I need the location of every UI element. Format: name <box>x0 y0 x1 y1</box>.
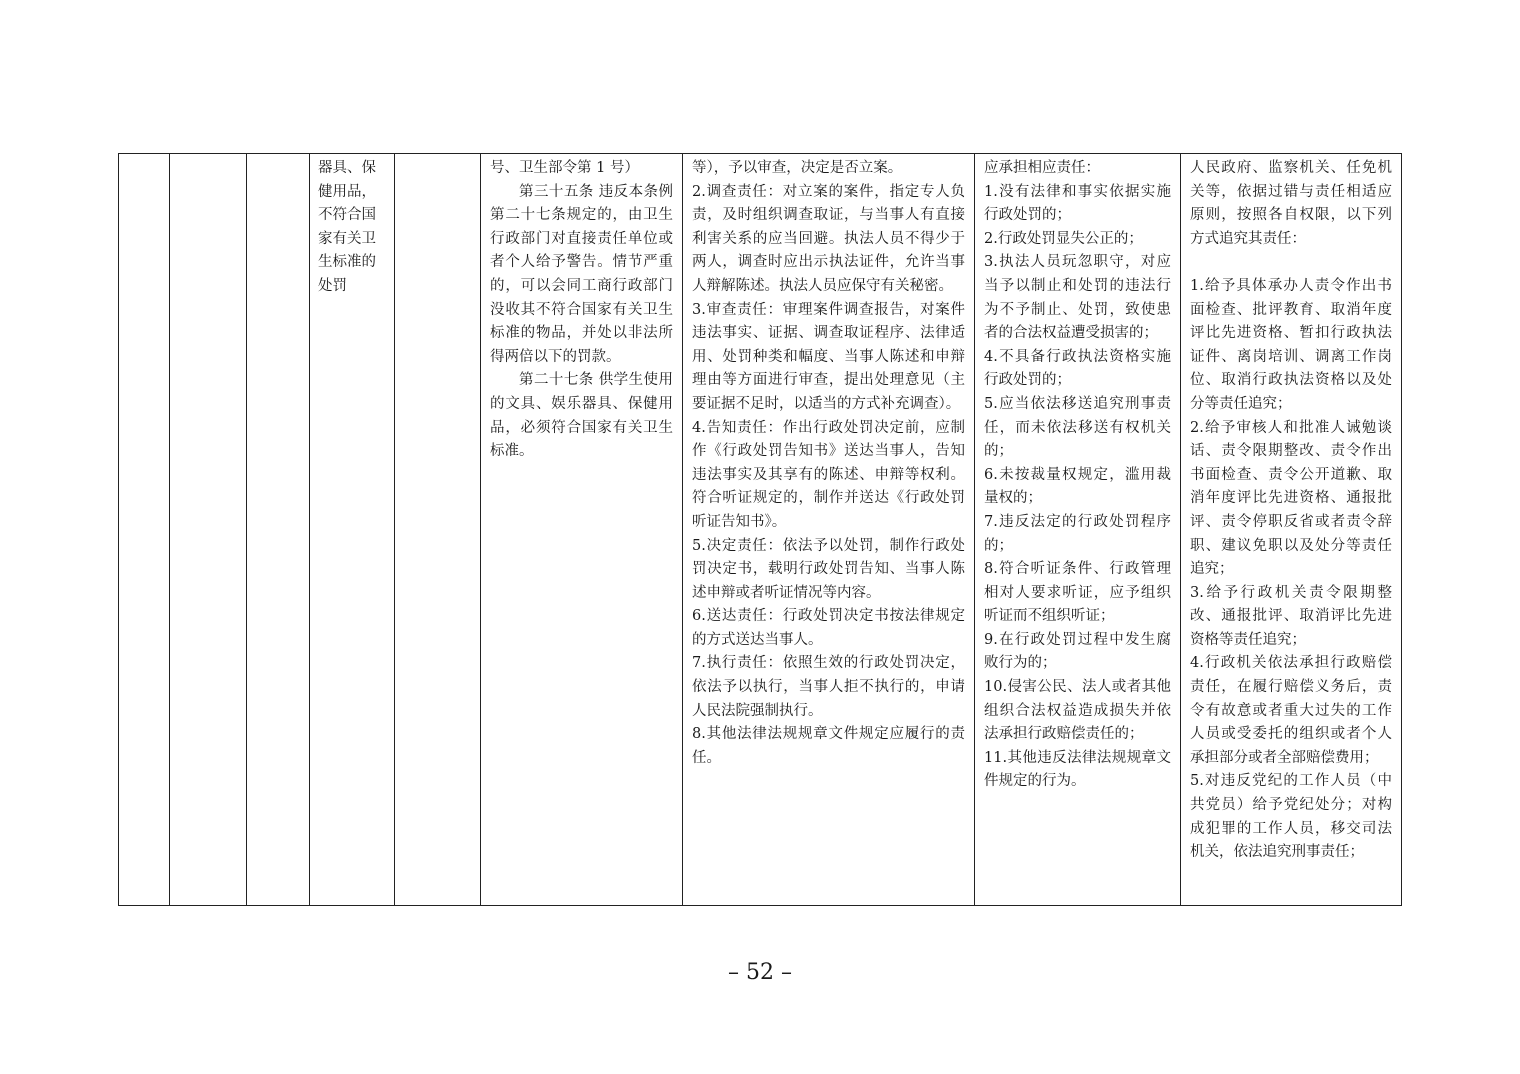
duty-item: 等），予以审查，决定是否立案。 <box>692 160 903 176</box>
cell-col3-empty <box>247 154 310 906</box>
liability-item: 4.不具备行政执法资格实施行政处罚的； <box>984 348 1171 389</box>
duty-item: 3.审查责任：审理案件调查报告，对案件违法事实、证据、调查取证程序、法律适用、处罚种类和幅度、当事人陈述和申辩理由等方面进行审查，提出处理意见（主要证据不足时，以适当的方式补充调查）。 <box>692 301 965 412</box>
accountability-item: 3.给予行政机关责令限期整改、通报批评、取消评比先进资格等责任追究； <box>1190 584 1392 648</box>
penalty-item-line: 不符合国 <box>318 207 376 224</box>
liability-item: 10.侵害公民、法人或者其他组织合法权益造成损失并依法承担行政赔偿责任的； <box>984 679 1171 743</box>
table-row <box>119 154 1402 906</box>
penalty-item-line: 处罚 <box>318 277 347 294</box>
cell-col1-empty <box>119 154 170 906</box>
penalty-item-line: 健用品， <box>318 183 376 200</box>
accountability-item: 1.给予具体承办人责令作出书面检查、批评教育、取消年度评比先进资格、暂扣行政执法证件、离岗培训、调离工作岗位、取消行政执法资格以及处分等责任追究； <box>1190 277 1392 412</box>
accountability-item: 2.给予审核人和批准人诫勉谈话、责令限期整改、责令作出书面检查、责令公开道歉、取消年度评比先进资格、通报批评、责令停职反省或者责令辞职、建议免职以及处分等责任追究； <box>1190 419 1392 578</box>
accountability-item: 5.对违反党纪的工作人员（中共党员）给予党纪处分；对构成犯罪的工作人员，移交司法机关，依法追究刑事责任； <box>1190 773 1392 861</box>
liability-item: 1.没有法律和事实依据实施行政处罚的； <box>984 183 1171 224</box>
liability-item: 9.在行政处罚过程中发生腐败行为的； <box>984 631 1171 672</box>
penalty-item-line: 器具、保 <box>318 160 376 176</box>
penalty-item-line: 生标准的 <box>318 254 376 271</box>
liability-item: 6.未按裁量权规定，滥用裁量权的； <box>984 466 1171 507</box>
cell-col2-empty <box>170 154 247 906</box>
legal-basis-article-27: 第二十七条 供学生使用的文具、娱乐器具、保健用品，必须符合国家有关卫生标准。 <box>490 372 673 460</box>
duty-item: 5.决定责任：依法予以处罚，制作行政处罚决定书，载明行政处罚告知、当事人陈述申辩或者听证情况等内容。 <box>692 537 965 601</box>
liability-item: 11.其他违反法律法规规章文件规定的行为。 <box>984 749 1171 790</box>
liability-item: 应承担相应责任： <box>984 160 1100 176</box>
duty-item: 7.执行责任：依照生效的行政处罚决定，依法予以执行，当事人拒不执行的，申请人民法院强制执行。 <box>692 655 965 719</box>
accountability-intro: 人民政府、监察机关、任免机关等，依据过错与责任相适应原则，按照各自权限，以下列方式追究其责任： <box>1190 160 1392 247</box>
cell-accountability-methods <box>1181 154 1402 906</box>
accountability-item: 4.行政机关依法承担行政赔偿责任，在履行赔偿义务后，责令有故意或者重大过失的工作人员或受委托的组织或者个人承担部分或者全部赔偿费用； <box>1190 655 1392 766</box>
liability-item: 3.执法人员玩忽职守，对应当予以制止和处罚的违法行为不予制止、处罚，致使患者的合法权益遭受损害的； <box>984 254 1171 342</box>
liability-item: 8.符合听证条件、行政管理相对人要求听证，应予组织听证而不组织听证； <box>984 561 1171 625</box>
cell-penalty-item <box>310 154 395 906</box>
penalty-item-line: 家有关卫 <box>318 230 376 247</box>
duty-item: 4.告知责任：作出行政处罚决定前，应制作《行政处罚告知书》送达当事人，告知违法事实及其享有的陈述、申辩等权利。符合听证规定的，制作并送达《行政处罚听证告知书》。 <box>692 419 965 530</box>
cell-legal-basis <box>481 154 683 906</box>
liability-item: 5.应当依法移送追究刑事责任，而未依法移送有权机关的； <box>984 395 1171 460</box>
liability-item: 7.违反法定的行政处罚程序的； <box>984 513 1171 554</box>
cell-responsibility-duties <box>683 154 975 906</box>
page-number: – 52 – <box>728 960 792 985</box>
liability-item: 2.行政处罚显失公正的； <box>984 230 1143 247</box>
legal-basis-continuation: 号、卫生部令第 1 号） <box>490 160 639 176</box>
duty-item: 6.送达责任：行政处罚决定书按法律规定的方式送达当事人。 <box>692 608 965 648</box>
duty-item: 2.调查责任：对立案的案件，指定专人负责，及时组织调查取证，与当事人有直接利害关系的应当回避。执法人员不得少于两人，调查时应出示执法证件，允许当事人辩解陈述。执法人员应保守有关秘密。 <box>692 183 965 294</box>
duty-item: 8.其他法律法规规章文件规定应履行的责任。 <box>692 726 965 766</box>
cell-col5-empty <box>395 154 481 906</box>
responsibility-table <box>118 153 1402 906</box>
legal-basis-article-35: 第三十五条 违反本条例第二十七条规定的，由卫生行政部门对直接责任单位或者个人给予警告。情节严重的，可以会同工商行政部门没收其不符合国家有关卫生标准的物品，并处以非法所得两倍以下的罚款。 <box>490 183 673 365</box>
cell-liability-cases <box>975 154 1181 906</box>
